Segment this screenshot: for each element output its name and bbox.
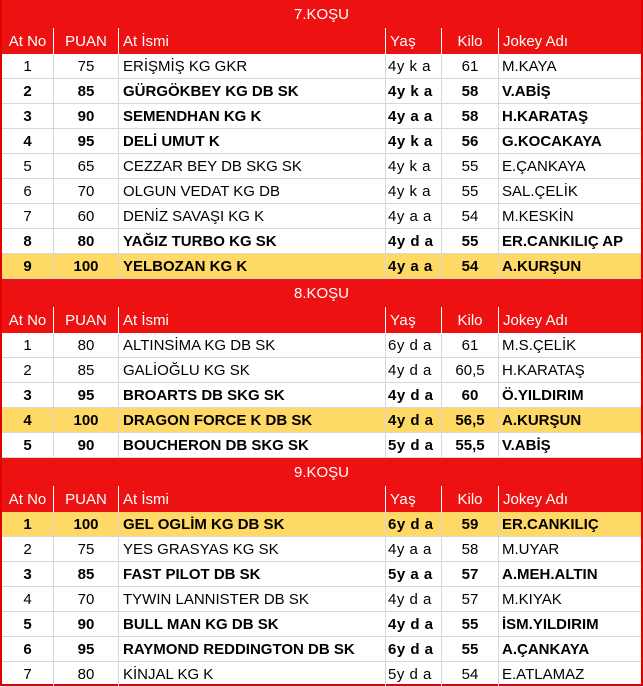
header-jokey: Jokey Adı bbox=[503, 311, 569, 329]
header-age: Yaş bbox=[386, 307, 442, 333]
cell-puan: 100 bbox=[54, 254, 119, 278]
cell-age: 4y k a bbox=[386, 79, 442, 103]
cell-no: 3 bbox=[2, 383, 54, 407]
cell-puan: 60 bbox=[54, 204, 119, 228]
cell-no: 9 bbox=[2, 254, 54, 278]
cell-puan: 100 bbox=[54, 512, 119, 536]
horse-row bbox=[2, 537, 641, 562]
cell-no: 2 bbox=[2, 79, 54, 103]
header-name: At İsmi bbox=[119, 307, 386, 333]
cell-jokey: ER.CANKILIÇ AP bbox=[502, 232, 624, 250]
cell-no: 3 bbox=[2, 562, 54, 586]
cell-jokey: A.KURŞUN bbox=[502, 411, 582, 429]
cell-no: 6 bbox=[2, 637, 54, 661]
horse-row bbox=[2, 54, 641, 79]
cell-age: 4y d a bbox=[386, 408, 442, 432]
horse-row bbox=[2, 383, 641, 408]
cell-puan: 75 bbox=[54, 54, 119, 78]
cell-no: 2 bbox=[2, 537, 54, 561]
cell-name: BULL MAN KG DB SK bbox=[119, 612, 386, 636]
cell-kilo: 60,5 bbox=[442, 358, 499, 382]
header-puan: PUAN bbox=[54, 28, 119, 54]
cell-age: 5y d a bbox=[386, 662, 442, 686]
cell-no: 3 bbox=[2, 104, 54, 128]
cell-puan: 80 bbox=[54, 229, 119, 253]
cell-jokey: A.KURŞUN bbox=[502, 257, 582, 275]
cell-age: 4y k a bbox=[386, 179, 442, 203]
cell-no: 5 bbox=[2, 433, 54, 457]
cell-kilo: 55,5 bbox=[442, 433, 499, 457]
header-kilo: Kilo bbox=[442, 307, 499, 333]
header-age: Yaş bbox=[386, 28, 442, 54]
header-puan: PUAN bbox=[54, 307, 119, 333]
horse-row bbox=[2, 358, 641, 383]
cell-jokey: G.KOCAKAYA bbox=[502, 132, 602, 150]
horse-row bbox=[2, 512, 641, 537]
cell-jokey: ER.CANKILIÇ bbox=[502, 515, 599, 533]
cell-name: DELİ UMUT K bbox=[119, 129, 386, 153]
horse-row bbox=[2, 154, 641, 179]
cell-name: KİNJAL KG K bbox=[119, 662, 386, 686]
cell-name: ERİŞMİŞ KG GKR bbox=[119, 54, 386, 78]
cell-kilo: 54 bbox=[442, 254, 499, 278]
cell-kilo: 61 bbox=[442, 333, 499, 357]
cell-age: 4y d a bbox=[386, 587, 442, 611]
cell-no: 1 bbox=[2, 54, 54, 78]
cell-kilo: 57 bbox=[442, 562, 499, 586]
cell-kilo: 56 bbox=[442, 129, 499, 153]
cell-jokey: V.ABİŞ bbox=[502, 82, 551, 100]
cell-kilo: 55 bbox=[442, 637, 499, 661]
horse-row bbox=[2, 562, 641, 587]
header-kilo: Kilo bbox=[442, 28, 499, 54]
race-title: 9.KOŞU bbox=[2, 458, 641, 486]
horse-row bbox=[2, 333, 641, 358]
cell-age: 5y d a bbox=[386, 433, 442, 457]
cell-jokey: İSM.YILDIRIM bbox=[502, 615, 599, 633]
cell-puan: 80 bbox=[54, 333, 119, 357]
cell-name: BROARTS DB SKG SK bbox=[119, 383, 386, 407]
cell-kilo: 61 bbox=[442, 54, 499, 78]
cell-name: FAST PILOT DB SK bbox=[119, 562, 386, 586]
horse-row bbox=[2, 129, 641, 154]
cell-puan: 100 bbox=[54, 408, 119, 432]
cell-kilo: 55 bbox=[442, 179, 499, 203]
race-title: 8.KOŞU bbox=[2, 279, 641, 307]
header-name: At İsmi bbox=[119, 28, 386, 54]
cell-age: 4y d a bbox=[386, 383, 442, 407]
cell-no: 2 bbox=[2, 358, 54, 382]
horse-row bbox=[2, 637, 641, 662]
column-header-row bbox=[2, 486, 641, 512]
cell-jokey: M.KIYAK bbox=[502, 590, 562, 608]
column-header-row bbox=[2, 307, 641, 333]
cell-no: 6 bbox=[2, 179, 54, 203]
horse-row bbox=[2, 79, 641, 104]
cell-name: DRAGON FORCE K DB SK bbox=[119, 408, 386, 432]
cell-age: 4y d a bbox=[386, 358, 442, 382]
horse-row bbox=[2, 612, 641, 637]
cell-jokey: Ö.YILDIRIM bbox=[502, 386, 584, 404]
header-kilo: Kilo bbox=[442, 486, 499, 512]
cell-kilo: 56,5 bbox=[442, 408, 499, 432]
race-title: 7.KOŞU bbox=[2, 0, 641, 28]
cell-puan: 90 bbox=[54, 433, 119, 457]
cell-kilo: 58 bbox=[442, 537, 499, 561]
cell-age: 4y k a bbox=[386, 129, 442, 153]
cell-puan: 85 bbox=[54, 358, 119, 382]
cell-no: 7 bbox=[2, 204, 54, 228]
cell-name: GALİOĞLU KG SK bbox=[119, 358, 386, 382]
horse-row bbox=[2, 179, 641, 204]
header-jokey: Jokey Adı bbox=[503, 32, 569, 50]
cell-kilo: 54 bbox=[442, 662, 499, 686]
cell-no: 4 bbox=[2, 408, 54, 432]
cell-puan: 70 bbox=[54, 179, 119, 203]
cell-age: 4y a a bbox=[386, 104, 442, 128]
cell-jokey: SAL.ÇELİK bbox=[502, 182, 578, 200]
cell-kilo: 58 bbox=[442, 79, 499, 103]
cell-puan: 75 bbox=[54, 537, 119, 561]
cell-puan: 95 bbox=[54, 383, 119, 407]
cell-age: 4y k a bbox=[386, 54, 442, 78]
header-name: At İsmi bbox=[119, 486, 386, 512]
header-age: Yaş bbox=[386, 486, 442, 512]
cell-puan: 85 bbox=[54, 562, 119, 586]
cell-age: 4y k a bbox=[386, 154, 442, 178]
cell-jokey: M.KESKİN bbox=[502, 207, 574, 225]
cell-jokey: V.ABİŞ bbox=[502, 436, 551, 454]
cell-no: 4 bbox=[2, 129, 54, 153]
cell-jokey: M.KAYA bbox=[502, 57, 557, 75]
cell-kilo: 57 bbox=[442, 587, 499, 611]
cell-no: 8 bbox=[2, 229, 54, 253]
cell-name: YELBOZAN KG K bbox=[119, 254, 386, 278]
cell-no: 5 bbox=[2, 612, 54, 636]
cell-name: GÜRGÖKBEY KG DB SK bbox=[119, 79, 386, 103]
cell-age: 4y d a bbox=[386, 612, 442, 636]
horse-row bbox=[2, 433, 641, 458]
cell-kilo: 58 bbox=[442, 104, 499, 128]
cell-name: CEZZAR BEY DB SKG SK bbox=[119, 154, 386, 178]
cell-kilo: 55 bbox=[442, 229, 499, 253]
horse-row bbox=[2, 204, 641, 229]
cell-name: OLGUN VEDAT KG DB bbox=[119, 179, 386, 203]
cell-no: 7 bbox=[2, 662, 54, 686]
cell-jokey: H.KARATAŞ bbox=[502, 361, 585, 379]
horse-row bbox=[2, 254, 641, 279]
cell-puan: 65 bbox=[54, 154, 119, 178]
cell-age: 4y d a bbox=[386, 229, 442, 253]
cell-kilo: 55 bbox=[442, 154, 499, 178]
column-header-row bbox=[2, 28, 641, 54]
horse-row bbox=[2, 104, 641, 129]
header-jokey: Jokey Adı bbox=[503, 490, 569, 508]
cell-no: 1 bbox=[2, 512, 54, 536]
cell-no: 5 bbox=[2, 154, 54, 178]
cell-jokey: E.ATLAMAZ bbox=[502, 665, 585, 683]
cell-kilo: 60 bbox=[442, 383, 499, 407]
horse-row bbox=[2, 662, 641, 687]
cell-age: 4y a a bbox=[386, 254, 442, 278]
cell-name: SEMENDHAN KG K bbox=[119, 104, 386, 128]
cell-name: RAYMOND REDDINGTON DB SK bbox=[119, 637, 386, 661]
cell-kilo: 54 bbox=[442, 204, 499, 228]
cell-name: DENİZ SAVAŞI KG K bbox=[119, 204, 386, 228]
cell-puan: 80 bbox=[54, 662, 119, 686]
cell-jokey: E.ÇANKAYA bbox=[502, 157, 586, 175]
cell-puan: 95 bbox=[54, 129, 119, 153]
cell-name: TYWIN LANNISTER DB SK bbox=[119, 587, 386, 611]
cell-puan: 70 bbox=[54, 587, 119, 611]
cell-puan: 95 bbox=[54, 637, 119, 661]
header-no: At No bbox=[2, 28, 54, 54]
cell-age: 6y d a bbox=[386, 637, 442, 661]
cell-puan: 90 bbox=[54, 104, 119, 128]
header-no: At No bbox=[2, 486, 54, 512]
cell-name: YAĞIZ TURBO KG SK bbox=[119, 229, 386, 253]
horse-row bbox=[2, 408, 641, 433]
cell-kilo: 55 bbox=[442, 612, 499, 636]
cell-jokey: A.ÇANKAYA bbox=[502, 640, 590, 658]
header-no: At No bbox=[2, 307, 54, 333]
cell-name: YES GRASYAS KG SK bbox=[119, 537, 386, 561]
header-puan: PUAN bbox=[54, 486, 119, 512]
cell-jokey: M.S.ÇELİK bbox=[502, 336, 577, 354]
cell-age: 4y a a bbox=[386, 204, 442, 228]
horse-row bbox=[2, 587, 641, 612]
cell-no: 4 bbox=[2, 587, 54, 611]
cell-puan: 90 bbox=[54, 612, 119, 636]
cell-jokey: H.KARATAŞ bbox=[502, 107, 589, 125]
horse-row bbox=[2, 229, 641, 254]
cell-no: 1 bbox=[2, 333, 54, 357]
cell-age: 4y a a bbox=[386, 537, 442, 561]
cell-age: 6y d a bbox=[386, 333, 442, 357]
cell-puan: 85 bbox=[54, 79, 119, 103]
cell-age: 6y d a bbox=[386, 512, 442, 536]
cell-kilo: 59 bbox=[442, 512, 499, 536]
cell-name: BOUCHERON DB SKG SK bbox=[119, 433, 386, 457]
cell-jokey: M.UYAR bbox=[502, 540, 560, 558]
cell-jokey: A.MEH.ALTIN bbox=[502, 565, 598, 583]
cell-name: GEL OGLİM KG DB SK bbox=[119, 512, 386, 536]
cell-name: ALTINSİMA KG DB SK bbox=[119, 333, 386, 357]
cell-age: 5y a a bbox=[386, 562, 442, 586]
